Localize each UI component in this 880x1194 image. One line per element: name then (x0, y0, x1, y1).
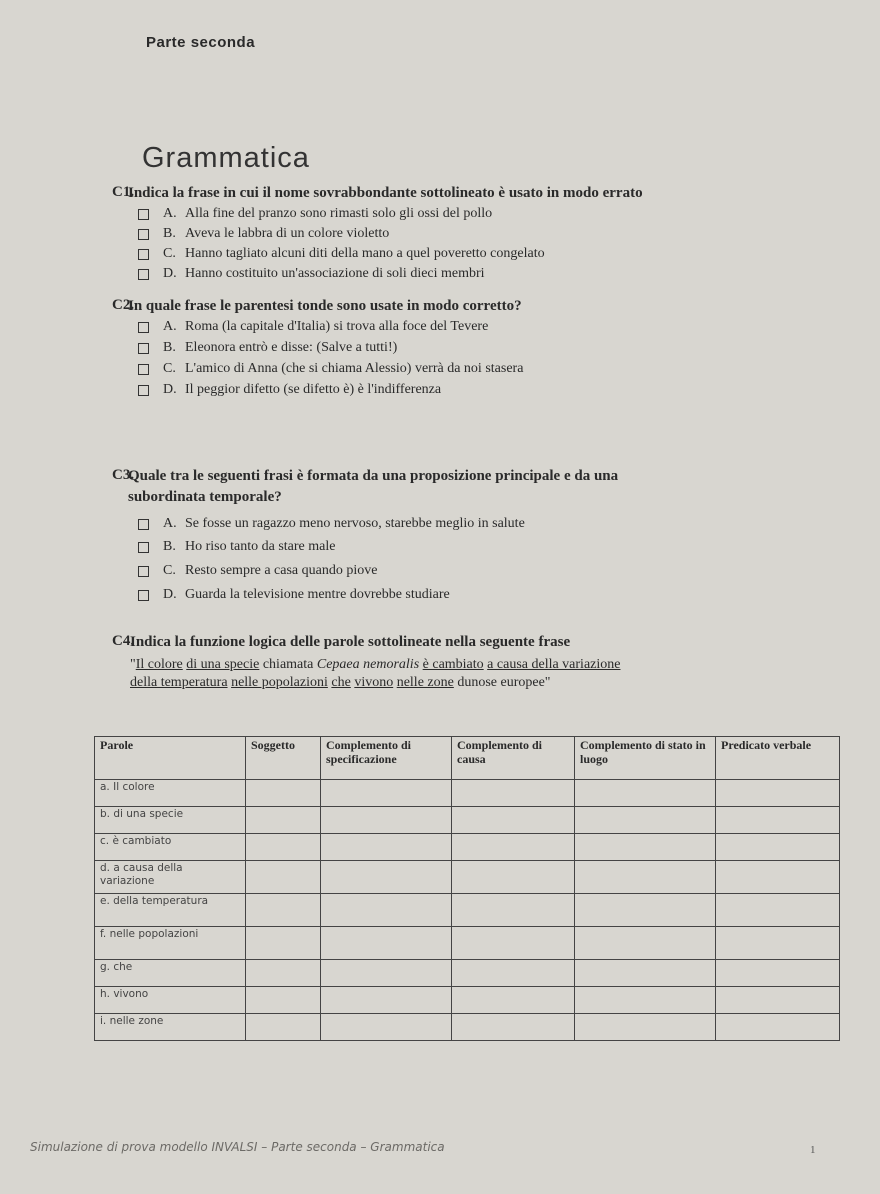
answer-cell[interactable] (716, 807, 840, 834)
answer-cell[interactable] (321, 1014, 452, 1041)
header-parole: Parole (95, 737, 246, 780)
header-causa: Complemento di causa (452, 737, 575, 780)
part-heading: Parte seconda (146, 34, 256, 51)
question-number-c2: C2. (112, 297, 135, 313)
checkbox[interactable] (138, 229, 149, 240)
checkbox[interactable] (138, 566, 149, 577)
checkbox[interactable] (138, 249, 149, 260)
row-word: e. della temperatura (95, 894, 246, 927)
checkbox[interactable] (138, 322, 149, 333)
option-c1-a[interactable]: A. Alla fine del pranzo sono rimasti solo gli ossi del pollo (138, 205, 492, 223)
answer-cell[interactable] (716, 960, 840, 987)
table-row (95, 927, 840, 960)
answer-cell[interactable] (246, 960, 321, 987)
answer-cell[interactable] (575, 927, 716, 960)
answer-cell[interactable] (246, 861, 321, 894)
answer-cell[interactable] (321, 834, 452, 861)
analysis-sentence: "Il colore di una specie chiamata Cepaea nemoralis è cambiato a causa della variazione della temperatura nelle popolazioni che vivono nelle zone dunose europee" (130, 657, 621, 690)
answer-cell[interactable] (246, 834, 321, 861)
answer-cell[interactable] (321, 861, 452, 894)
answer-cell[interactable] (716, 834, 840, 861)
page-footer: Simulazione di prova modello INVALSI – Parte seconda – Grammatica (30, 1140, 445, 1154)
option-c1-d[interactable]: D. Hanno costituito un'associazione di soli dieci membri (138, 265, 485, 283)
underlined-word: nelle popolazioni (231, 675, 328, 690)
row-word: b. di una specie (95, 807, 246, 834)
question-text-c1: Indica la frase in cui il nome sovrabbondante sottolineato è usato in modo errato (128, 185, 643, 201)
answer-cell[interactable] (246, 894, 321, 927)
header-predicato: Predicato verbale (716, 737, 840, 780)
header-soggetto: Soggetto (246, 737, 321, 780)
question-number-c1: C1. (112, 184, 135, 200)
underlined-word: che (331, 675, 351, 690)
answer-cell[interactable] (452, 834, 575, 861)
row-word: c. è cambiato (95, 834, 246, 861)
answer-cell[interactable] (716, 780, 840, 807)
question-text-c2: In quale frase le parentesi tonde sono usate in modo corretto? (128, 298, 522, 314)
question-number-c3: C3. (112, 467, 135, 483)
answer-cell[interactable] (452, 861, 575, 894)
underlined-word: nelle zone (396, 675, 454, 690)
answer-cell[interactable] (452, 927, 575, 960)
table-row (95, 834, 840, 861)
checkbox[interactable] (138, 343, 149, 354)
answer-cell[interactable] (321, 780, 452, 807)
answer-cell[interactable] (321, 960, 452, 987)
row-word: d. a causa della variazione (95, 861, 246, 894)
answer-cell[interactable] (716, 927, 840, 960)
row-word: g. che (95, 960, 246, 987)
table-row (95, 807, 840, 834)
checkbox[interactable] (138, 519, 149, 530)
answer-cell[interactable] (246, 987, 321, 1014)
option-c3-d[interactable]: D. Guarda la televisione mentre dovrebbe studiare (138, 586, 450, 604)
answer-cell[interactable] (246, 927, 321, 960)
answer-cell[interactable] (246, 807, 321, 834)
question-text-c4: Indica la funzione logica delle parole sottolineate nella seguente frase (130, 634, 571, 650)
option-c3-a[interactable]: A. Se fosse un ragazzo meno nervoso, starebbe meglio in salute (138, 515, 525, 533)
table-row (95, 780, 840, 807)
header-stato-luogo: Complemento di stato in luogo (575, 737, 716, 780)
answer-cell[interactable] (575, 780, 716, 807)
checkbox[interactable] (138, 209, 149, 220)
checkbox[interactable] (138, 364, 149, 375)
option-c2-d[interactable]: D. Il peggior difetto (se difetto è) è l'indifferenza (138, 381, 441, 399)
row-word: f. nelle popolazioni (95, 927, 246, 960)
question-text-c3-line1: Quale tra le seguenti frasi è formata da una proposizione principale e da una (128, 468, 619, 484)
table-header-row (95, 737, 840, 780)
answer-cell[interactable] (716, 894, 840, 927)
underlined-word: a causa della variazione (487, 657, 621, 672)
answer-cell[interactable] (575, 894, 716, 927)
answer-cell[interactable] (452, 807, 575, 834)
answer-cell[interactable] (575, 987, 716, 1014)
checkbox[interactable] (138, 542, 149, 553)
answer-cell[interactable] (246, 780, 321, 807)
answer-cell[interactable] (321, 927, 452, 960)
answer-cell[interactable] (716, 1014, 840, 1041)
row-word: a. Il colore (95, 780, 246, 807)
option-c1-c[interactable]: C. Hanno tagliato alcuni diti della mano a quel poveretto congelato (138, 245, 545, 263)
section-title: Grammatica (142, 142, 310, 174)
answer-cell[interactable] (452, 987, 575, 1014)
page-number: 1 (810, 1144, 816, 1156)
table-row (95, 1014, 840, 1041)
answer-cell[interactable] (716, 987, 840, 1014)
answer-cell[interactable] (321, 894, 452, 927)
answer-cell[interactable] (575, 960, 716, 987)
option-c3-b[interactable]: B. Ho riso tanto da stare male (138, 538, 335, 556)
answer-cell[interactable] (452, 1014, 575, 1041)
logic-function-table (94, 736, 840, 1041)
answer-cell[interactable] (575, 1014, 716, 1041)
option-c3-c[interactable]: C. Resto sempre a casa quando piove (138, 562, 377, 580)
answer-cell[interactable] (716, 861, 840, 894)
table-row (95, 987, 840, 1014)
checkbox[interactable] (138, 269, 149, 280)
underlined-word: vivono (354, 675, 394, 690)
answer-cell[interactable] (575, 861, 716, 894)
answer-cell[interactable] (452, 780, 575, 807)
answer-cell[interactable] (575, 807, 716, 834)
row-word: h. vivono (95, 987, 246, 1014)
question-number-c4: C4. (112, 633, 135, 649)
checkbox[interactable] (138, 590, 149, 601)
row-word: i. nelle zone (95, 1014, 246, 1041)
question-text-c3-line2: subordinata temporale? (128, 489, 282, 505)
option-c1-b[interactable]: B. Aveva le labbra di un colore violetto (138, 225, 389, 243)
answer-cell[interactable] (452, 960, 575, 987)
table-row (95, 894, 840, 927)
option-c2-c[interactable]: C. L'amico di Anna (che si chiama Alessio) verrà da noi stasera (138, 360, 523, 378)
table-row (95, 861, 840, 894)
header-specificazione: Complemento di specificazione (321, 737, 452, 780)
option-c2-a[interactable]: A. Roma (la capitale d'Italia) si trova alla foce del Tevere (138, 318, 488, 336)
answer-cell[interactable] (575, 834, 716, 861)
option-c2-b[interactable]: B. Eleonora entrò e disse: (Salve a tutti!) (138, 339, 397, 357)
underlined-word: della temperatura (130, 675, 228, 690)
answer-cell[interactable] (452, 894, 575, 927)
answer-cell[interactable] (321, 987, 452, 1014)
underlined-word: è cambiato (422, 657, 484, 672)
table-row (95, 960, 840, 987)
underlined-word: Il colore (135, 657, 183, 672)
checkbox[interactable] (138, 385, 149, 396)
answer-cell[interactable] (246, 1014, 321, 1041)
underlined-word: di una specie (186, 657, 260, 672)
answer-cell[interactable] (321, 807, 452, 834)
